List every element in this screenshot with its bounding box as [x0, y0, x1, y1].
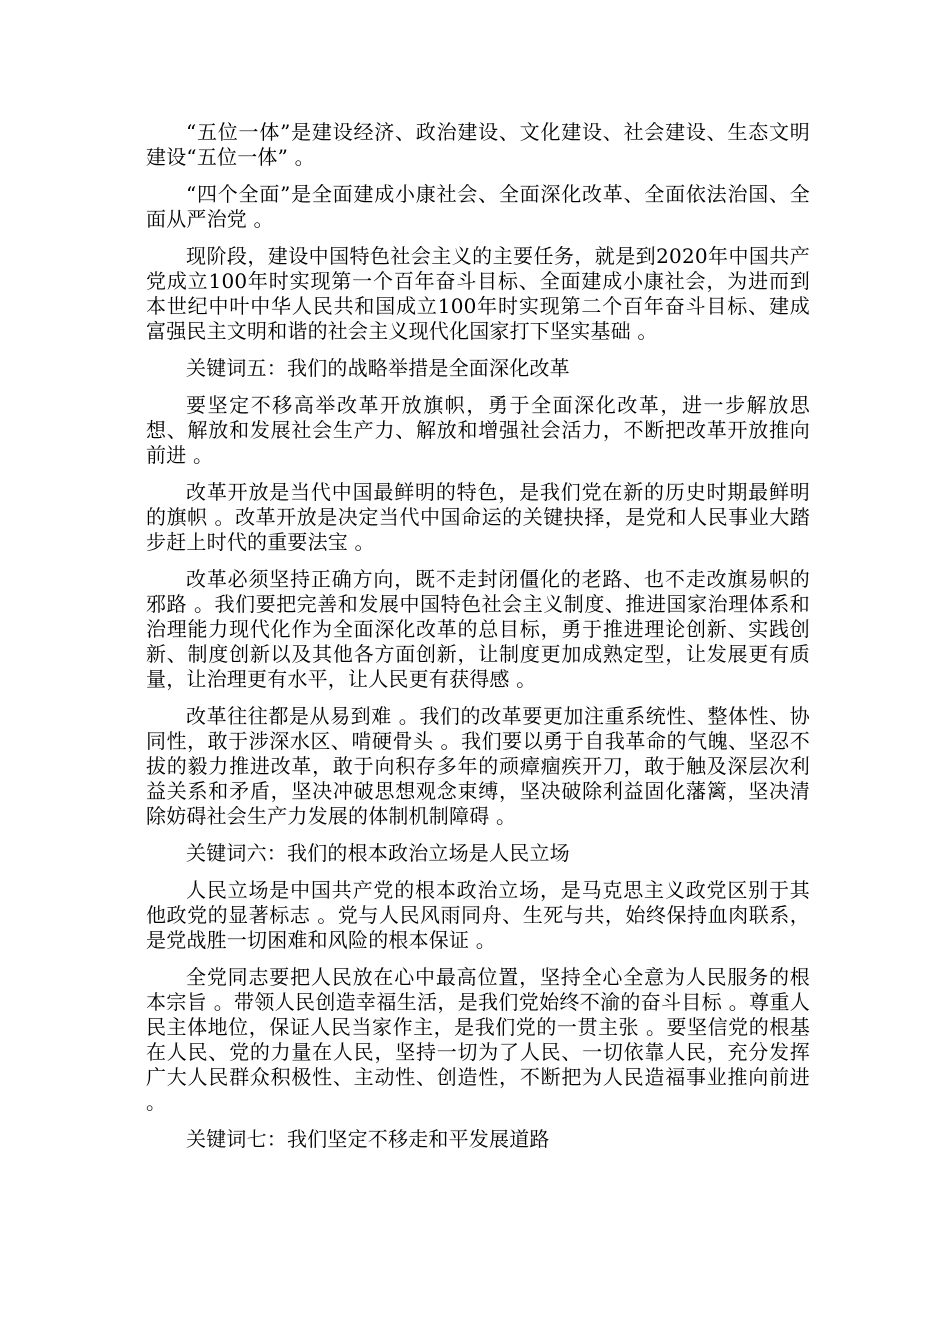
document-page [146, 120, 810, 1164]
paragraph-reform-feature: 改革开放是当代中国最鲜明的特色，是我们党在新的历史时期最鲜明的旗帜 。改革开放是决定当代中国命运的关键抉择，是党和人民事业大踏步赶上时代的重要法宝 。 [146, 480, 810, 554]
paragraph-serve-people: 全党同志要把人民放在心中最高位置，坚持全心全意为人民服务的根本宗旨 。带领人民创造幸福生活，是我们党始终不渝的奋斗目标 。尊重人民主体地位，保证人民当家作主，是我们党的一贯主张 。要坚信党的根基在人民、党的力量在人民，坚持一切为了人民、一切依靠人民，充分发挥广大人民群众积极性、主动性、创造性，不断把为人民造福事业推向前进 。 [146, 965, 810, 1114]
keyword-six-heading: 关键词六：我们的根本政治立场是人民立场 [186, 841, 570, 865]
keyword-seven-heading: 关键词七：我们坚定不移走和平发展道路 [186, 1127, 550, 1151]
paragraph-reform-difficulty: 改革往往都是从易到难 。我们的改革要更加注重系统性、整体性、协同性，敢于涉深水区、啃硬骨头 。我们要以勇于自我革命的气魄、坚忍不拔的毅力推进改革，敢于向积存多年的顽瘴痼疾开刀，敢于触及深层次利益关系和矛盾，坚决冲破思想观念束缚，坚决破除利益固化藩篱，坚决清除妨碍社会生产力发展的体制机制障碍 。 [146, 704, 810, 828]
paragraph-four-comprehensives: “四个全面”是全面建成小康社会、全面深化改革、全面依法治国、全面从严治党 。 [146, 182, 810, 231]
paragraph-reform-banner: 要坚定不移高举改革开放旗帜，勇于全面深化改革，进一步解放思想、解放和发展社会生产力、解放和增强社会活力，不断把改革开放推向前进 。 [146, 393, 810, 467]
paragraph-five-in-one: “五位一体”是建设经济、政治建设、文化建设、社会建设、生态文明建设“五位一体” 。 [146, 120, 810, 169]
paragraph-current-tasks: 现阶段，建设中国特色社会主义的主要任务，就是到2020年中国共产党成立100年时实现第一个百年奋斗目标、全面建成小康社会，为进而到本世纪中叶中华人民共和国成立100年时实现第二个百年奋斗目标、建成富强民主文明和谐的社会主义现代化国家打下坚实基础 。 [146, 244, 810, 343]
paragraph-people-stance: 人民立场是中国共产党的根本政治立场，是马克思主义政党区别于其他政党的显著标志 。党与人民风雨同舟、生死与共，始终保持血肉联系，是党战胜一切困难和风险的根本保证 。 [146, 878, 810, 952]
keyword-five-heading: 关键词五：我们的战略举措是全面深化改革 [186, 356, 570, 380]
paragraph-reform-direction: 改革必须坚持正确方向，既不走封闭僵化的老路、也不走改旗易帜的邪路 。我们要把完善和发展中国特色社会主义制度、推进国家治理体系和治理能力现代化作为全面深化改革的总目标，勇于推进理论创新、实践创新、制度创新以及其他各方面创新，让制度更加成熟定型，让发展更有质量，让治理更有水平，让人民更有获得感 。 [146, 567, 810, 691]
